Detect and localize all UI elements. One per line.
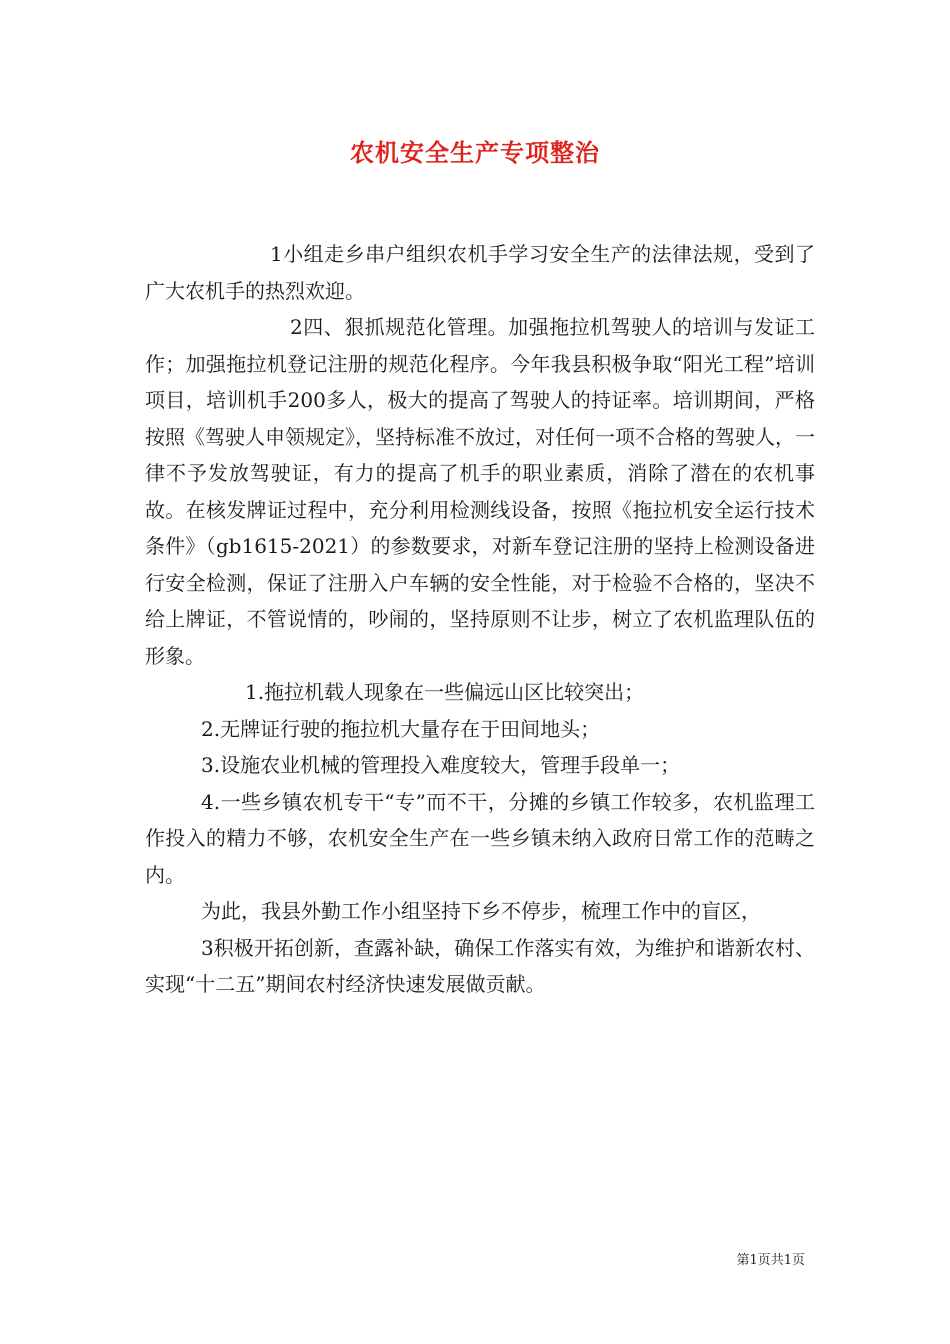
paragraph-final: 3积极开拓创新，查露补缺，确保工作落实有效，为维护和谐新农村、实现“十二五”期间农村经济快速发展做贡献。 <box>145 935 815 996</box>
paragraph-2: 2四、狠抓规范化管理。加强拖拉机驾驶人的培训与发证工作；加强拖拉机登记注册的规范化程序。今年我县积极争取“阳光工程”培训项目，培训机手200多人，极大的提高了驾驶人的持证率。培训期间，严格按照《驾驶人申领规定》，坚持标准不放过，对任何一项不合格的驾驶人，一律不予发放驾驶证，有力的提高了机手的职业素质，消除了潜在的农机事故。在核发牌证过程中，充分利用检测线设备，按照《拖拉机安全运行技术条件》（gb1615-2021）的参数要求，对新车登记注册的坚持上检测设备进行安全检测，保证了注册入户车辆的安全性能，对于检验不合格的，坚决不给上牌证，不管说情的，吵闹的，坚持原则不让步，树立了农机监理队伍的形象。 <box>145 315 815 668</box>
list-item-1: 1.拖拉机载人现象在一些偏远山区比较突出； <box>245 680 645 704</box>
paragraph-1: 1小组走乡串户组织农机手学习安全生产的法律法规，受到了广大农机手的热烈欢迎。 <box>145 242 815 303</box>
list-item-2: 2.无牌证行驶的拖拉机大量存在于田间地头； <box>201 716 601 741</box>
list-item-4: 4.一些乡镇农机专干“专”而不干，分摊的乡镇工作较多，农机监理工作投入的精力不够，农机安全生产在一些乡镇未纳入政府日常工作的范畴之内。 <box>145 789 815 887</box>
list-item-3: 3.设施农业机械的管理投入难度较大，管理手段单一； <box>201 753 681 777</box>
page-number-footer: 第1页共1页 <box>736 1253 805 1268</box>
paragraph-conclusion: 为此，我县外勤工作小组坚持下乡不停步，梳理工作中的盲区， <box>201 899 761 923</box>
document-title: 农机安全生产专项整治 <box>350 138 600 167</box>
document-body <box>145 236 815 1003</box>
